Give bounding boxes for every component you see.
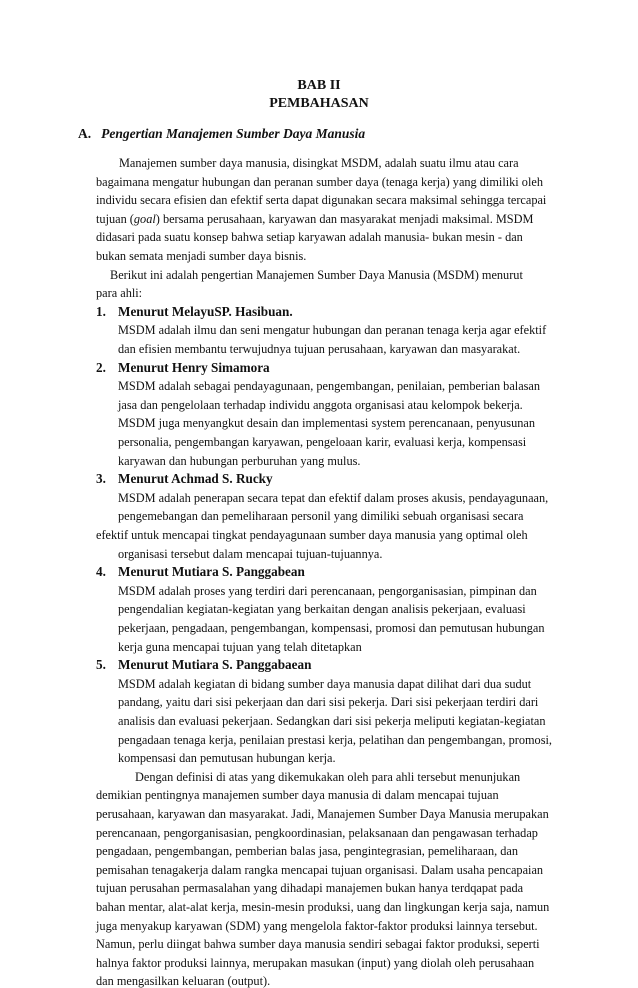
expert-text-line: personalia, pengembangan karyawan, pengeloaan karir, evaluasi kerja, kompensasi: [118, 435, 527, 449]
paragraph-line: pengadaan, pengembangan, pemberian balas jasa, pengintegrasian, pemeliharaan, dan: [96, 844, 519, 859]
paragraph-line: Manajemen sumber daya manusia, disingkat MSDM, adalah suatu ilmu atau cara: [119, 156, 519, 170]
chapter-title: PEMBAHASAN: [269, 96, 369, 111]
paragraph-line: bagaimana mengatur hubungan dan peranan sumber daya (tenaga kerja) yang dimiliki oleh: [96, 174, 543, 189]
section-title: Pengertian Manajemen Sumber Daya Manusia: [101, 126, 366, 141]
expert-text-line: pandang, yaitu dari sisi pekerjaan dan dari sisi pekerja. Dari sisi pekerjaan terdiri dari: [118, 695, 539, 710]
paragraph-line: para ahli:: [96, 286, 143, 301]
expert-text-line: efektif untuk mencapai tingkat pendayagunaan sumber daya manusia yang optimal oleh: [96, 528, 528, 542]
expert-name: Menurut Henry Simamora: [118, 359, 270, 375]
expert-text-line: kompensasi dan pemutusan hubungan kerja.: [118, 751, 336, 766]
expert-name: Menurut Mutiara S. Panggabean: [118, 564, 305, 580]
paragraph-line: individu secara efisien dan efektif serta dapat digunakan secara maksimal sehingga tercapai: [96, 193, 547, 208]
paragraph-line: bukan semata menjadi sumber daya bisnis.: [96, 249, 307, 263]
expert-number: 1.: [96, 303, 106, 319]
paragraph-line: didasari pada suatu konsep bahwa setiap karyawan adalah manusia- bukan mesin - dan: [96, 230, 523, 245]
paragraph-line: dan mengasilkan keluaran (output).: [96, 974, 271, 988]
expert-text-line: karyawan dan hubungan perburuhan yang mulus.: [118, 453, 361, 468]
expert-heading: [96, 305, 293, 318]
expert-heading: [96, 658, 311, 671]
expert-text-line: kerja guna mencapai tujuan yang telah ditetapkan: [118, 639, 362, 654]
expert-name: Menurut Mutiara S. Panggabaean: [118, 657, 312, 673]
paragraph-line: perencanaan, pengorganisasian, pengkoordinasian, pelaksanaan dan pengawasan terhadap: [96, 825, 538, 840]
expert-text-line: organisasi tersebut dalam mencapai tujuan-tujuannya.: [118, 546, 383, 561]
expert-number: 2.: [96, 359, 106, 375]
expert-number: 3.: [96, 471, 106, 487]
paragraph-line: tujuan (goal) bersama perusahaan, karyawan dan masyarakat menjadi maksimal. MSDM: [96, 211, 534, 226]
chapter-number: BAB II: [297, 78, 341, 93]
paragraph-line: halnya faktor produksi lainnya, merupakan masukan (input) yang diolah oleh perusahaan: [96, 955, 535, 970]
expert-text-line: MSDM adalah penerapan secara tepat dan efektif dalam proses akusis, pendayagunaan,: [118, 490, 549, 505]
expert-text-line: pekerjaan, pengadaan, pengembangan, kompensasi, promosi dan pemutusan hubungan: [118, 621, 545, 635]
expert-name: Menurut MelayuSP. Hasibuan.: [118, 303, 293, 319]
expert-heading: [96, 565, 305, 578]
paragraph-line: bahan mentar, alat-alat kerja, mesin-mesin produksi, uang dan lingkungan kerja saja, namun: [96, 900, 550, 914]
paragraph-line: juga menyakup karyawan (SDM) yang mengelola faktor-faktor produksi lainnya tersebut.: [96, 918, 538, 933]
expert-text-line: MSDM juga menyangkut desain dan implementasi system perencanaan, penyusunan: [118, 416, 535, 431]
paragraph-line: Dengan definisi di atas yang dikemukakan oleh para ahli tersebut menunjukan: [135, 769, 521, 784]
paragraph-line: perusahaan, karyawan dan masyarakat. Jadi, Manajemen Sumber Daya Manusia merupakan: [96, 807, 549, 821]
section-heading: [78, 126, 365, 142]
expert-text-line: MSDM adalah sebagai pendayagunaan, pengembangan, penilaian, pemberian balasan: [118, 379, 541, 394]
expert-number: 5.: [96, 657, 106, 673]
paragraph-line: Berikut ini adalah pengertian Manajemen Sumber Daya Manusia (MSDM) menurut: [110, 267, 523, 282]
expert-name: Menurut Achmad S. Rucky: [118, 471, 273, 487]
paragraph-line: Namun, perlu diingat bahwa sumber daya manusia sendiri sebagai faktor produksi, seperti: [96, 937, 540, 952]
expert-text-line: pengendalian kegiatan-kegiatan yang berkaitan dengan analisis pekerjaan, evaluasi: [118, 602, 526, 617]
paragraph-line: demikian pentingnya manajemen sumber daya manusia di dalam mencapai tujuan: [96, 788, 499, 803]
expert-text-line: MSDM adalah kegiatan di bidang sumber daya manusia dapat dilihat dari dua sudut: [118, 676, 532, 691]
paragraph-line: tujuan perusahan permasalahan yang dihadapi manajemen bukan hanya terdqapat pada: [96, 881, 524, 896]
expert-text-line: dan efisien membantu terwujudnya tujuan perusahaan, karyawan dan masyarakat.: [118, 342, 521, 356]
expert-heading: [96, 361, 270, 374]
expert-text-line: MSDM adalah ilmu dan seni mengatur hubungan dan peranan tenaga kerja agar efektif: [118, 323, 547, 338]
expert-text-line: analisis dan evaluasi pekerjaan. Sedangkan dari sisi pekerja meliputi kegiatan-kegiatan: [118, 714, 546, 728]
expert-text-line: pengadaan tenaga kerja, penilaian prestasi kerja, pelatihan dan pengembangan, promosi,: [118, 732, 552, 747]
expert-text-line: jasa dan pengelolaan terhadap individu anggota organisasi atau kelompok bekerja.: [118, 397, 523, 412]
expert-text-line: MSDM adalah proses yang terdiri dari perencanaan, pengorganisasian, pimpinan dan: [118, 583, 537, 598]
expert-text-line: pengemebangan dan pemeliharaan personil yang dimiliki sebuah organisasi secara: [118, 509, 524, 524]
section-letter: A.: [78, 126, 92, 141]
paragraph-line: pemisahan tenagakerja dalam rangka mencapai tujuan organisasi. Dalam usaha pencapaian: [96, 862, 544, 877]
expert-heading: [96, 472, 273, 485]
expert-number: 4.: [96, 564, 106, 580]
